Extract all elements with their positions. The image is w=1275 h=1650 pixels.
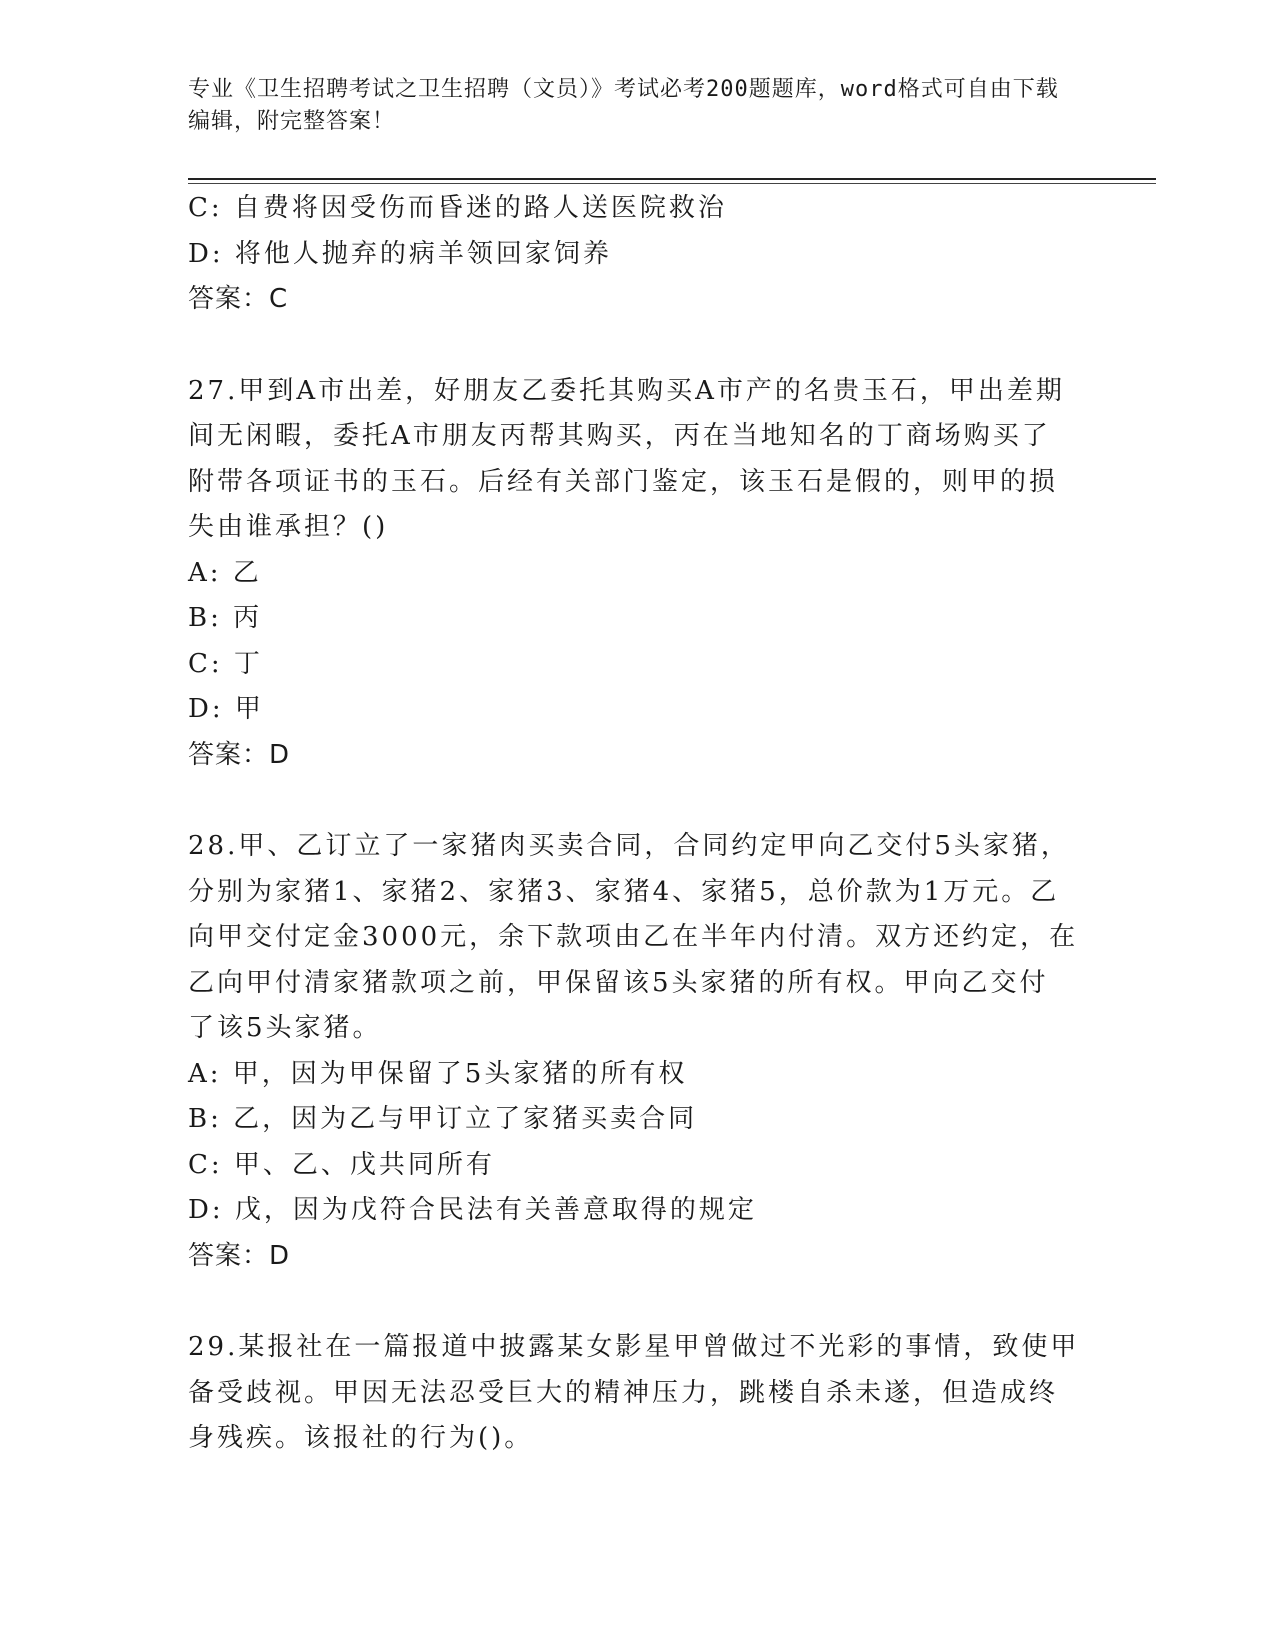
question-29-line-3: 身残疾。该报社的行为()。 [188, 1423, 534, 1453]
document-content [188, 186, 1088, 1462]
spacer [188, 323, 1088, 369]
question-28-line-3: 向甲交付定金3000元，余下款项由乙在半年内付清。双方还约定，在 [188, 922, 1079, 952]
spacer [188, 1279, 1088, 1325]
question-27-line-3: 附带各项证书的玉石。后经有关部门鉴定，该玉石是假的，则甲的损 [188, 466, 1059, 497]
question-29 [188, 1325, 1078, 1462]
question-28-options [188, 1052, 1088, 1234]
question-27-options [188, 551, 1088, 733]
question-27-line-1: 27.甲到A市出差，好朋友乙委托其购买A市产的名贵玉石，甲出差期 [188, 375, 1065, 406]
question-29-line-2: 备受歧视。甲因无法忍受巨大的精神压力，跳楼自杀未遂，但造成终 [188, 1377, 1059, 1408]
question-27 [188, 369, 1078, 551]
option-b: B: 丙 [188, 603, 263, 633]
option-d: D: 将他人抛弃的病羊领回家饲养 [188, 238, 612, 269]
option-a: A: 乙 [188, 557, 262, 588]
option-b: B: 乙，因为乙与甲订立了家猪买卖合同 [188, 1104, 698, 1134]
question-27-line-2: 间无闲暇，委托A市朋友丙帮其购买，丙在当地知名的丁商场购买了 [188, 421, 1051, 451]
option-d: D: 甲 [188, 694, 264, 724]
question-29-line-1: 29.某报社在一篇报道中披露某女影星甲曾做过不光彩的事情，致使甲 [188, 1332, 1080, 1362]
question-28 [188, 824, 1078, 1052]
header-rule-thin [188, 183, 1156, 184]
question-28-line-1: 28.甲、乙订立了一家猪肉买卖合同，合同约定甲向乙交付5头家猪， [188, 831, 1070, 861]
prev-question-options [188, 186, 1088, 277]
question-28-line-4: 乙向甲付清家猪款项之前，甲保留该5头家猪的所有权。甲向乙交付 [188, 967, 1049, 998]
option-c: C: 自费将因受伤而昏迷的路人送医院救治 [188, 193, 727, 223]
option-c: C: 丁 [188, 648, 263, 679]
question-27-line-4: 失由谁承担？() [188, 512, 389, 542]
question-27-answer: 答案：D [188, 739, 291, 770]
document-header: 专业《卫生招聘考试之卫生招聘（文员）》考试必考200题题库，word格式可自由下载编辑，附完整答案！ [188, 77, 1059, 134]
option-c: C: 甲、乙、戊共同所有 [188, 1149, 495, 1180]
header-rule-thick [188, 178, 1156, 180]
question-28-line-5: 了该5头家猪。 [188, 1013, 382, 1043]
prev-question-answer: 答案：C [188, 284, 289, 314]
option-a: A: 甲，因为甲保留了5头家猪的所有权 [188, 1058, 688, 1089]
question-28-answer: 答案：D [188, 1240, 291, 1271]
option-d: D: 戊，因为戊符合民法有关善意取得的规定 [188, 1195, 757, 1225]
spacer [188, 778, 1088, 824]
question-28-line-2: 分别为家猪1、家猪2、家猪3、家猪4、家猪5，总价款为1万元。乙 [188, 876, 1060, 907]
